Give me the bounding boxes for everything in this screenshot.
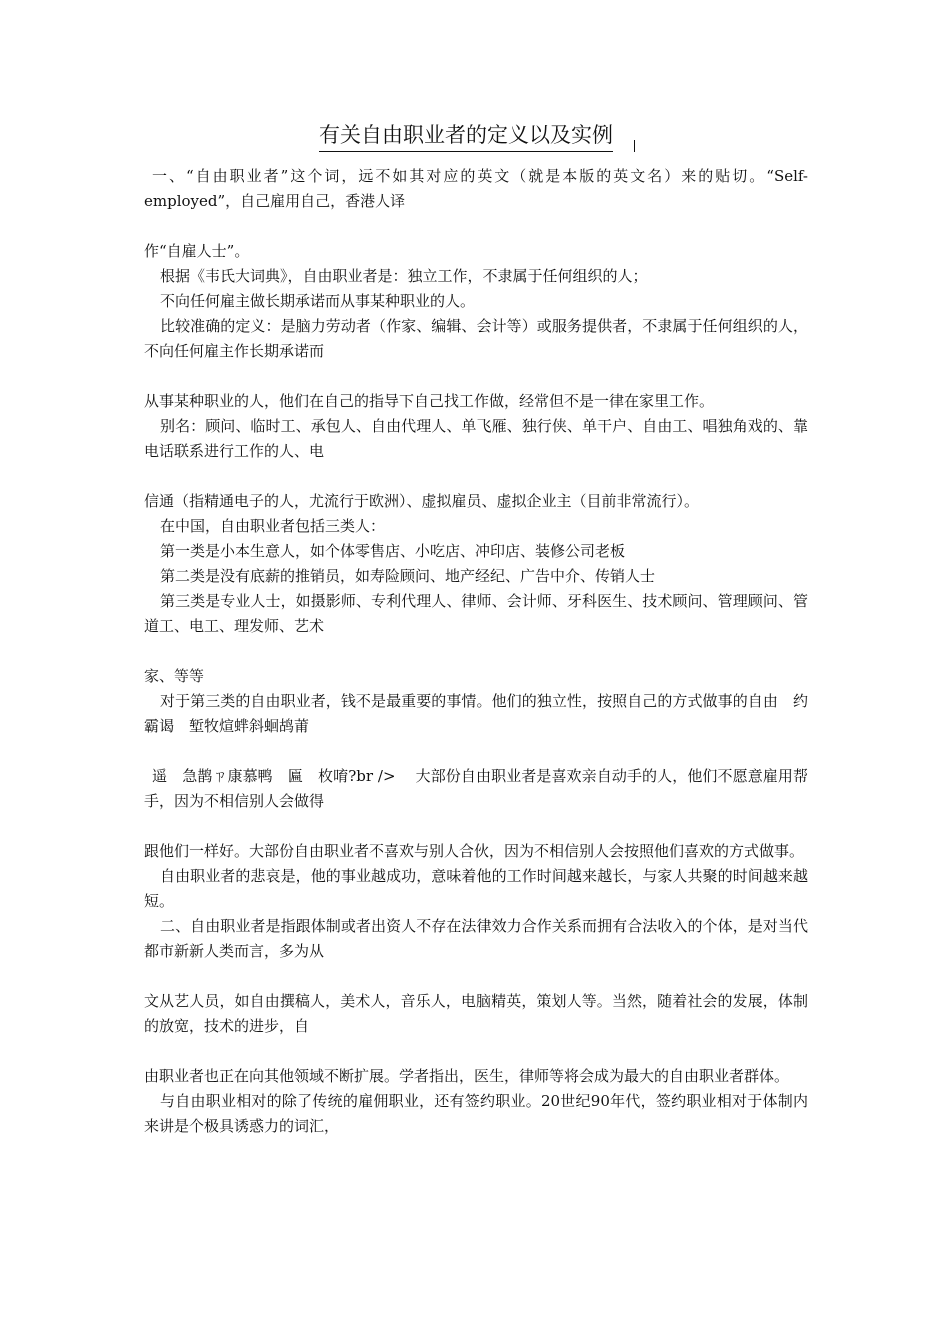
paragraph-15: 遥 急鹊ㄗ康慕鸭 匾 枚唷?br /> 大部份自由职业者是喜欢亲自动手的人，他们不愿意雇用帮手，因为不相信别人会做得 bbox=[144, 767, 808, 810]
paragraph-8: 信通（指精通电子的人，尤流行于欧洲）、虚拟雇员、虚拟企业主（目前非常流行）。 bbox=[144, 492, 700, 510]
paragraph-1: 一、“自由职业者”这个词，远不如其对应的英文（就是本版的英文名）来的贴切。“Self-employed”，自己雇用自己，香港人译 bbox=[144, 167, 808, 210]
paragraph-16: 跟他们一样好。大部份自由职业者不喜欢与别人合伙，因为不相信别人会按照他们喜欢的方式做事。 bbox=[144, 842, 805, 860]
paragraph-6: 从事某种职业的人，他们在自己的指导下自己找工作做，经常但不是一律在家里工作。 bbox=[144, 392, 715, 410]
document-title: 有关自由职业者的定义以及实例 bbox=[319, 120, 613, 152]
paragraph-gap bbox=[144, 1039, 808, 1064]
paragraph-gap bbox=[144, 964, 808, 989]
paragraph-7: 别名：顾问、临时工、承包人、自由代理人、单飞雁、独行侠、单干户、自由工、唱独角戏的、靠电话联系进行工作的人、电 bbox=[144, 417, 808, 460]
paragraph-19: 文从艺人员，如自由撰稿人，美术人，音乐人，电脑精英，策划人等。当然，随着社会的发展，体制的放宽，技术的进步，自 bbox=[144, 992, 808, 1035]
paragraph-gap bbox=[144, 639, 808, 664]
paragraph-12: 第三类是专业人士，如摄影师、专利代理人、律师、会计师、牙科医生、技术顾问、管理顾问、管道工、电工、理发师、艺术 bbox=[144, 592, 808, 635]
paragraph-gap bbox=[144, 464, 808, 489]
paragraph-3: 根据《韦氏大词典》，自由职业者是：独立工作，不隶属于任何组织的人； bbox=[160, 267, 648, 285]
paragraph-20: 由职业者也正在向其他领域不断扩展。学者指出，医生，律师等将会成为最大的自由职业者群体。 bbox=[144, 1067, 790, 1085]
paragraph-gap bbox=[144, 739, 808, 764]
paragraph-18: 二、自由职业者是指跟体制或者出资人不存在法律效力合作关系而拥有合法收入的个体，是对当代都市新新人类而言，多为从 bbox=[144, 917, 808, 960]
document-body bbox=[144, 164, 808, 1139]
paragraph-5: 比较准确的定义：是脑力劳动者（作家、编辑、会计等）或服务提供者，不隶属于任何组织的人，不向任何雇主作长期承诺而 bbox=[144, 317, 808, 360]
paragraph-gap bbox=[144, 364, 808, 389]
paragraph-13: 家、等等 bbox=[144, 667, 205, 685]
paragraph-2: 作“自雇人士”。 bbox=[144, 242, 250, 260]
paragraph-11: 第二类是没有底薪的推销员，如寿险顾问、地产经纪、广告中介、传销人士 bbox=[160, 567, 656, 585]
paragraph-10: 第一类是小本生意人，如个体零售店、小吃店、冲印店、装修公司老板 bbox=[160, 542, 626, 560]
paragraph-9: 在中国，自由职业者包括三类人： bbox=[160, 517, 386, 535]
paragraph-21: 与自由职业相对的除了传统的雇佣职业，还有签约职业。20世纪90年代，签约职业相对于体制内来讲是个极具诱惑力的词汇， bbox=[144, 1092, 808, 1135]
paragraph-17: 自由职业者的悲哀是，他的事业越成功，意味着他的工作时间越来越长，与家人共聚的时间越来越短。 bbox=[144, 867, 808, 910]
paragraph-14: 对于第三类的自由职业者，钱不是最重要的事情。他们的独立性，按照自己的方式做事的自由 约霸谒 堑牧煊蝆斜蛔鸪莆 bbox=[144, 692, 808, 735]
paragraph-gap bbox=[144, 814, 808, 839]
paragraph-gap bbox=[144, 214, 808, 239]
paragraph-4: 不向任何雇主做长期承诺而从事某种职业的人。 bbox=[160, 292, 476, 310]
title-mark bbox=[634, 140, 635, 152]
